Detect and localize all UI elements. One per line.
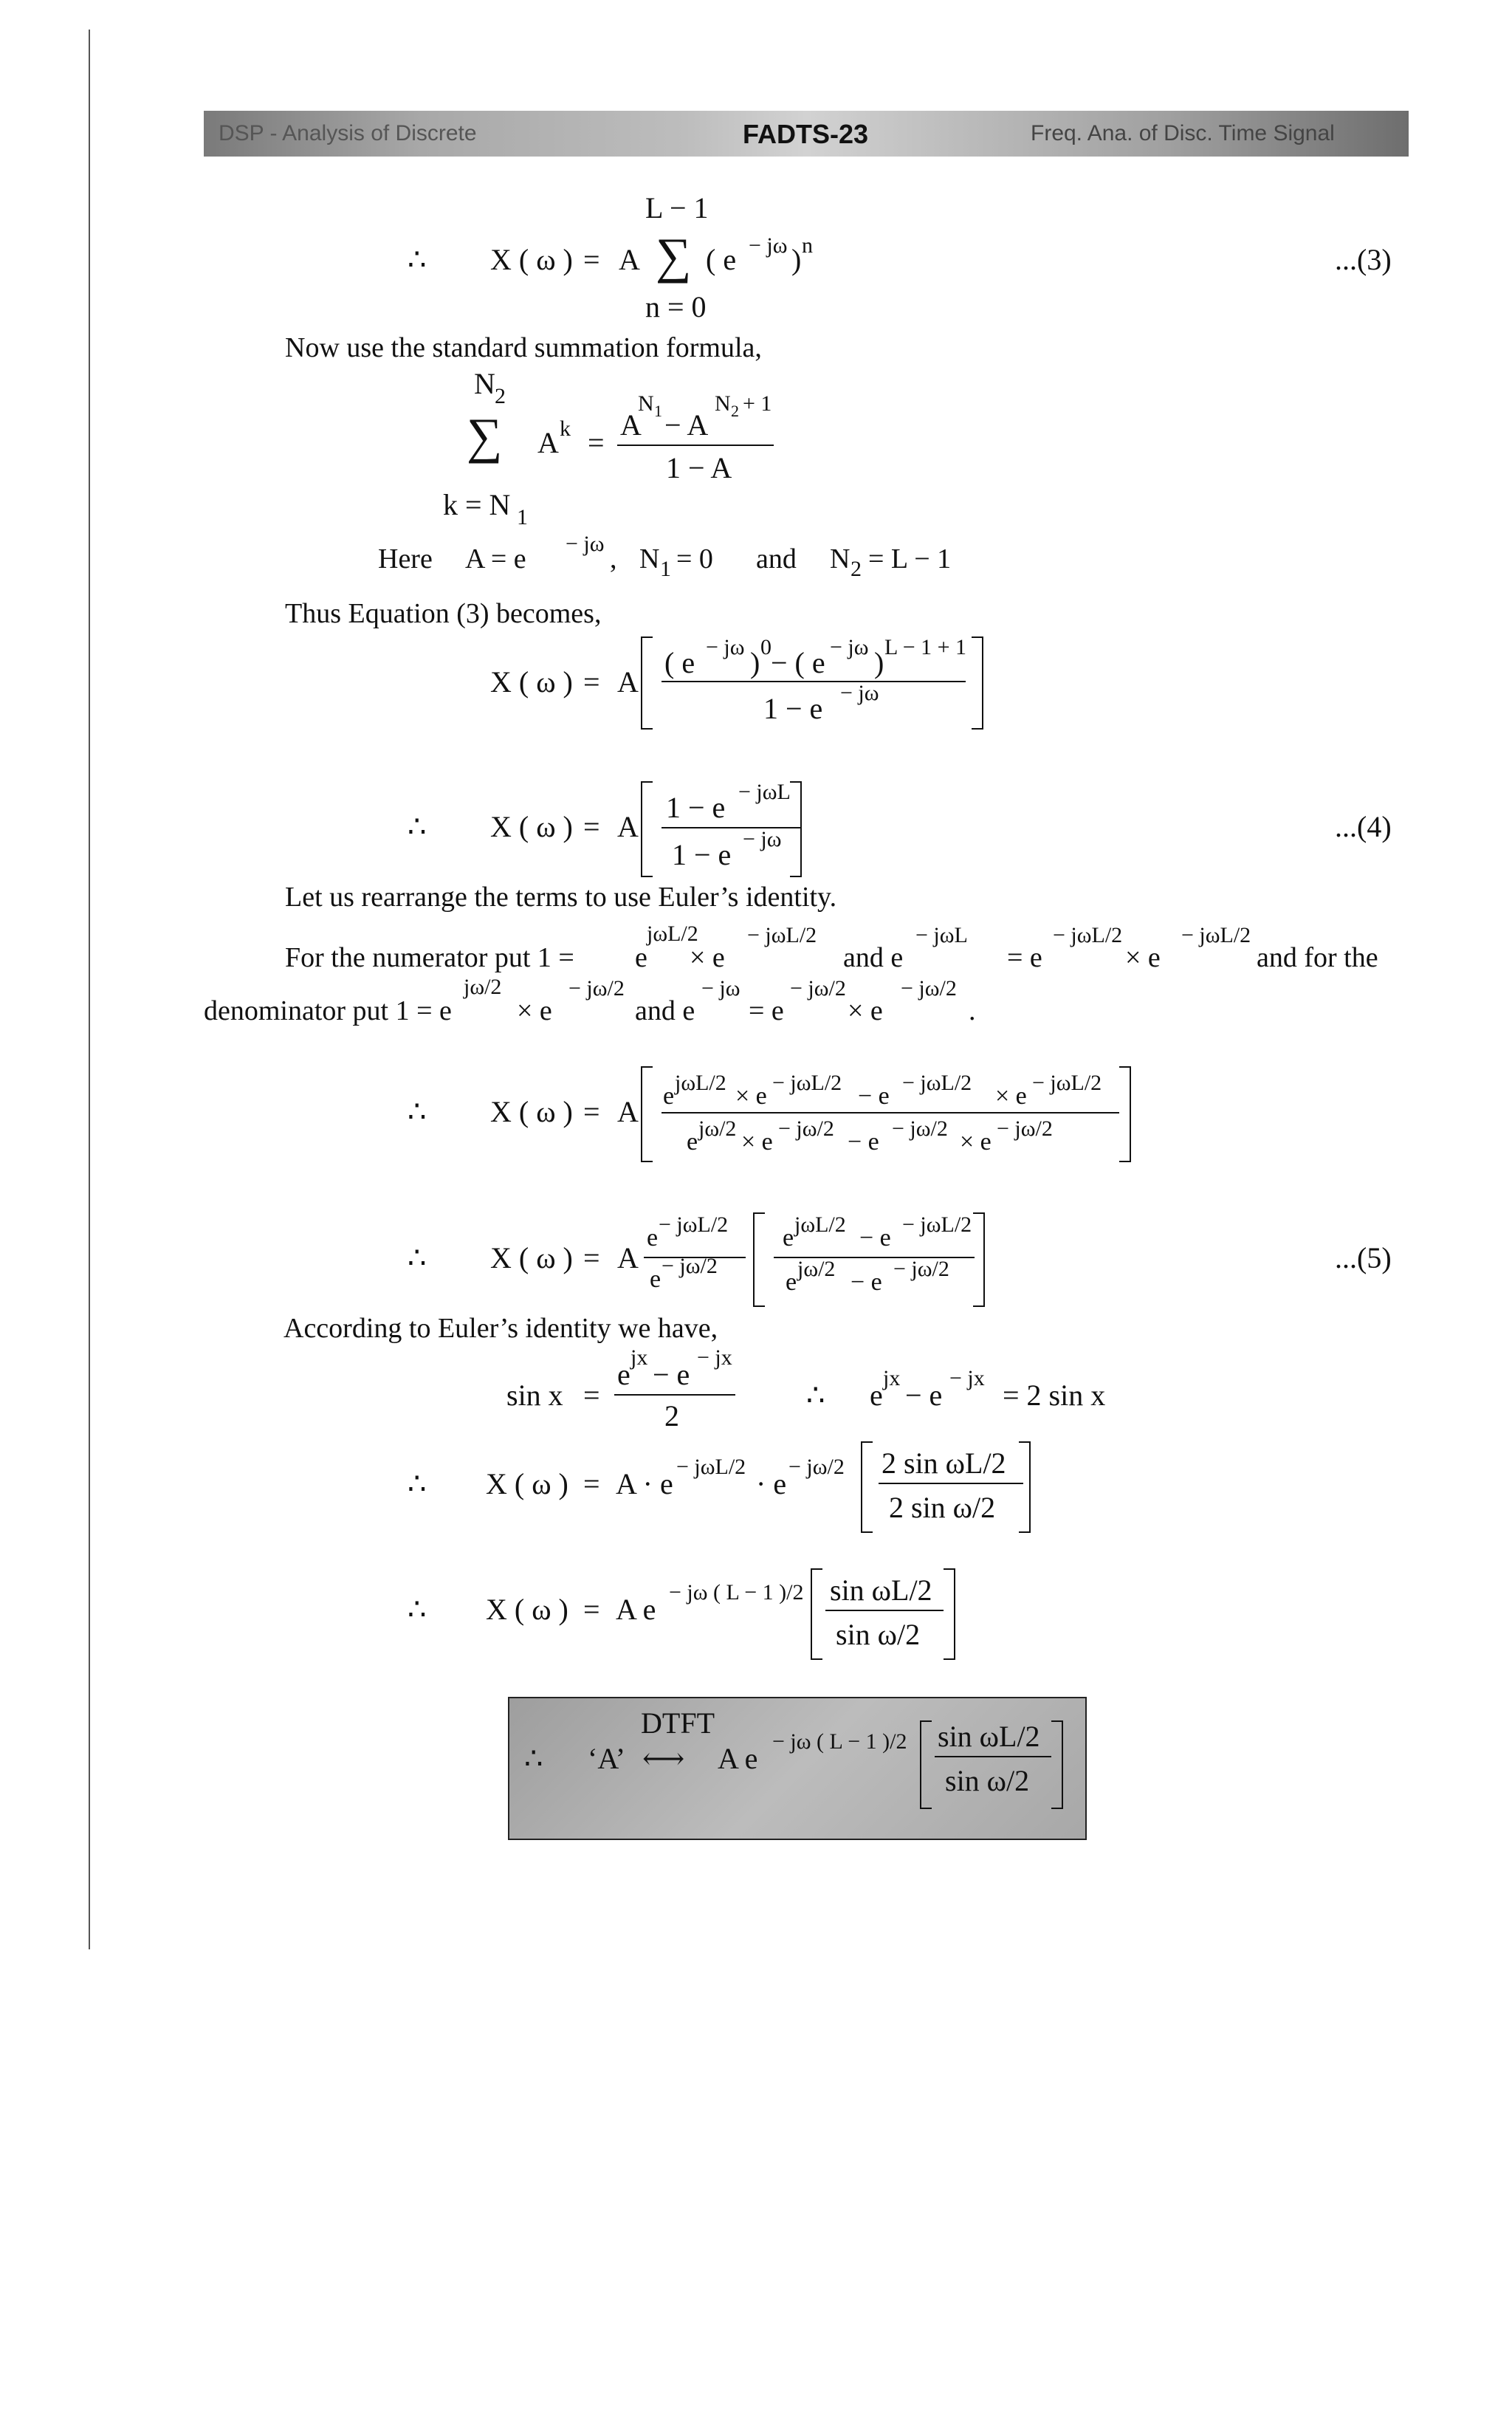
- eqd-right-bracket: [944, 1568, 955, 1660]
- eq4-den: 1 − e: [672, 838, 732, 871]
- eqa-num-3e: − jω: [830, 635, 869, 659]
- eqb-d1e: jω/2: [698, 1116, 737, 1141]
- text5-ce: − jω: [701, 976, 740, 1001]
- result-fraction-bar: [935, 1756, 1051, 1757]
- eqc-left-bracket: [861, 1441, 873, 1533]
- euler-equals: =: [583, 1379, 600, 1412]
- result-left-bracket: [920, 1720, 932, 1809]
- eqb-d3e: − jω/2: [892, 1116, 948, 1141]
- therefore-symbol: ∴: [524, 1742, 543, 1775]
- eqb-n3: − e: [858, 1082, 890, 1110]
- here-n1: N: [639, 543, 660, 574]
- euler-n2e: − jx: [697, 1345, 732, 1370]
- eq3-sigma: ∑: [656, 227, 692, 284]
- text-summation-intro: Now use the standard summation formula,: [285, 332, 762, 363]
- text5-ae: jω/2: [464, 975, 502, 999]
- text4-a: For the numerator put 1 =: [285, 942, 574, 973]
- eqc-b: · e: [756, 1467, 787, 1500]
- eqc-lhs: X ( ω ): [486, 1467, 568, 1500]
- result-a-exp: − jω ( L − 1 )/2: [772, 1729, 907, 1754]
- result-den: sin ω/2: [945, 1764, 1030, 1797]
- eq4-coef: A: [617, 810, 639, 843]
- eqb-lhs: X ( ω ): [490, 1095, 573, 1128]
- eqa-lhs: X ( ω ): [490, 665, 573, 699]
- euler-r3: = 2 sin x: [1003, 1379, 1106, 1412]
- eq5-equals: =: [583, 1241, 600, 1274]
- eq5-right-bracket: [973, 1212, 985, 1307]
- eq5-d2e: − jω/2: [893, 1257, 949, 1281]
- eqb-n2e: − jωL/2: [772, 1071, 842, 1095]
- result-quote: ‘A’: [588, 1742, 626, 1775]
- text4-ce: − jωL/2: [747, 923, 817, 947]
- sum-num-a: A: [620, 408, 642, 442]
- eqb-n4e: − jωL/2: [1032, 1071, 1102, 1095]
- text4-d: and e: [843, 942, 904, 973]
- eqb-d1: e: [687, 1128, 698, 1156]
- eq5-d2: − e: [850, 1269, 882, 1296]
- sum-num-minus: − A: [664, 408, 709, 442]
- euler-n1e: jx: [630, 1345, 648, 1370]
- text4-e: = e: [1007, 942, 1042, 973]
- text4-ee: − jωL/2: [1053, 923, 1123, 947]
- eq4-equals: =: [583, 810, 600, 843]
- eq4-num: 1 − e: [666, 791, 726, 824]
- sum-num-s1: 1: [654, 402, 662, 420]
- text4-c: × e: [690, 942, 725, 973]
- eqa-num-1: ( e: [664, 646, 695, 679]
- eqa-num-3: − ( e: [771, 646, 825, 679]
- eqb-right-bracket: [1119, 1066, 1131, 1162]
- here-comma: ,: [610, 543, 617, 574]
- eqd-lhs: X ( ω ): [486, 1593, 568, 1626]
- eq5-factor-num-e: − jωL/2: [659, 1212, 729, 1237]
- eq4-den-e: − jω: [743, 827, 782, 851]
- text5-de: − jω/2: [790, 976, 846, 1001]
- eqa-num-4: ): [874, 646, 884, 679]
- eqc-fraction-bar: [879, 1483, 1023, 1484]
- eqd-den: sin ω/2: [836, 1618, 921, 1651]
- eqb-left-bracket: [641, 1066, 653, 1162]
- header-right-text: Freq. Ana. of Disc. Time Signal: [1031, 121, 1335, 145]
- eq5-lhs: X ( ω ): [490, 1241, 573, 1274]
- euler-n2: − e: [653, 1358, 690, 1391]
- result-arrow: ⟷: [642, 1742, 685, 1775]
- eqd-a-exp: − jω ( L − 1 )/2: [669, 1580, 804, 1605]
- euler-r2e: − jx: [949, 1366, 985, 1390]
- eqb-n3e: − jωL/2: [902, 1071, 972, 1095]
- eq5-n2: − e: [859, 1224, 891, 1252]
- text5-f: .: [969, 995, 976, 1026]
- eqd-equals: =: [583, 1593, 600, 1626]
- eqa-coef: A: [617, 665, 639, 699]
- here-label: Here: [378, 543, 433, 574]
- euler-r1e: jx: [883, 1366, 901, 1390]
- eqb-n2: × e: [735, 1082, 767, 1110]
- sum-num-s2: 2: [731, 402, 739, 420]
- eq5-factor-num: e: [647, 1224, 659, 1252]
- eqb-equals: =: [583, 1095, 600, 1128]
- eq5-left-bracket: [753, 1212, 765, 1307]
- eqa-den-e: − jω: [840, 681, 879, 705]
- eqc-den: 2 sin ω/2: [889, 1491, 996, 1524]
- euler-r2: − e: [905, 1379, 943, 1412]
- eqc-a: A · e: [616, 1467, 673, 1500]
- eqa-num-2e: 0: [760, 635, 772, 659]
- sum-term: A: [537, 426, 559, 459]
- text-euler-intro: According to Euler’s identity we have,: [284, 1313, 718, 1344]
- eqc-b-exp: − jω/2: [788, 1455, 845, 1479]
- eq5-n1: e: [783, 1224, 794, 1252]
- text4-de: − jωL: [915, 923, 968, 947]
- eq5-coef: A: [617, 1241, 639, 1274]
- eq5-factor-den-e: − jω/2: [662, 1254, 718, 1278]
- sum-lower: k = N: [443, 488, 511, 521]
- eq5-n1e: jωL/2: [794, 1212, 846, 1237]
- eq5-tag: ...(5): [1335, 1241, 1392, 1274]
- eq5-d1e: jω/2: [797, 1257, 836, 1281]
- text5-d: = e: [749, 995, 784, 1026]
- margin-line: [89, 30, 90, 1949]
- therefore-symbol: ∴: [408, 1593, 427, 1626]
- here-n1-sub: 1: [660, 557, 671, 581]
- eqb-coef: A: [617, 1095, 639, 1128]
- eqa-num-4e: L − 1 + 1: [884, 635, 967, 659]
- text4-be: jωL/2: [647, 922, 698, 946]
- eqa-num-1e: − jω: [706, 635, 745, 659]
- eqd-num: sin ωL/2: [830, 1574, 932, 1607]
- eq3-equals: =: [583, 243, 600, 276]
- header-center-text: FADTS-23: [743, 119, 869, 149]
- eqb-d4: × e: [960, 1128, 992, 1156]
- euler-n1: e: [617, 1358, 630, 1391]
- eq3-lower-limit: n = 0: [645, 290, 707, 323]
- euler-r1: e: [870, 1379, 883, 1412]
- sum-denominator: 1 − A: [666, 451, 732, 484]
- eq5-d1: e: [786, 1269, 797, 1296]
- euler-lhs: sin x: [506, 1379, 563, 1412]
- euler-den: 2: [664, 1399, 679, 1432]
- eqb-d2: × e: [741, 1128, 773, 1156]
- sum-upper: N: [474, 367, 495, 400]
- sum-sigma: ∑: [467, 408, 503, 464]
- eqb-n1: e: [663, 1082, 675, 1110]
- text5-c: and e: [635, 995, 695, 1026]
- sum-num-e2: N: [715, 391, 731, 416]
- eq4-tag: ...(4): [1335, 810, 1392, 843]
- text5-a: denominator put 1 = e: [204, 995, 452, 1026]
- eqa-fraction-bar: [662, 681, 966, 682]
- eq3-upper-limit: L − 1: [645, 191, 709, 224]
- sum-term-exp: k: [560, 416, 571, 441]
- eq5-n2e: − jωL/2: [902, 1212, 972, 1237]
- eqc-num: 2 sin ωL/2: [882, 1447, 1006, 1480]
- eq3-pow: n: [802, 233, 813, 258]
- here-n2-val: = L − 1: [868, 543, 952, 574]
- eqc-equals: =: [583, 1467, 600, 1500]
- therefore-symbol: ∴: [408, 810, 427, 843]
- therefore-symbol: ∴: [408, 1467, 427, 1500]
- eqa-den: 1 − e: [763, 692, 823, 725]
- text5-b: × e: [517, 995, 552, 1026]
- eq4-left-bracket: [641, 781, 653, 877]
- sum-upper-sub: 2: [495, 384, 506, 408]
- here-n1-val: = 0: [676, 543, 713, 574]
- therefore-symbol: ∴: [408, 1095, 427, 1128]
- text4-b: e: [635, 942, 647, 973]
- eqd-left-bracket: [811, 1568, 822, 1660]
- euler-fraction-bar: [614, 1394, 735, 1396]
- eq3-close: ): [791, 243, 802, 276]
- text-equation-becomes: Thus Equation (3) becomes,: [285, 598, 602, 629]
- here-and: and: [756, 543, 797, 574]
- eqb-d4e: − jω/2: [997, 1116, 1053, 1141]
- text5-be: − jω/2: [568, 976, 625, 1001]
- result-right-bracket: [1051, 1720, 1063, 1809]
- sum-num-plus: + 1: [743, 391, 772, 416]
- text4-fe: − jωL/2: [1181, 923, 1251, 947]
- result-dtft-label: DTFT: [641, 1706, 715, 1740]
- sum-lower-sub: 1: [517, 505, 528, 529]
- header-left-text: DSP - Analysis of Discrete: [219, 121, 477, 145]
- therefore-symbol: ∴: [408, 1241, 427, 1274]
- eq3-coef: A: [619, 243, 640, 276]
- here-a: A = e: [465, 543, 526, 574]
- eq5-factor-den: e: [650, 1266, 662, 1293]
- eq4-lhs: X ( ω ): [490, 810, 573, 843]
- result-box: [508, 1697, 1087, 1840]
- here-n2: N: [830, 543, 850, 574]
- eqd-fraction-bar: [825, 1610, 944, 1611]
- therefore-symbol: ∴: [408, 243, 427, 276]
- text5-e: × e: [848, 995, 883, 1026]
- eqb-fraction-bar: [662, 1112, 1119, 1113]
- text5-ee: − jω/2: [901, 976, 957, 1001]
- eq3-lhs: X ( ω ): [490, 243, 573, 276]
- eqc-right-bracket: [1019, 1441, 1031, 1533]
- eqa-left-bracket: [641, 636, 653, 730]
- eqa-right-bracket: [972, 636, 983, 730]
- eqb-d3: − e: [848, 1128, 879, 1156]
- eq3-tag: ...(3): [1335, 243, 1392, 276]
- eqa-num-2: ): [750, 646, 760, 679]
- text4-g: and for the: [1257, 942, 1378, 973]
- eq4-num-e: − jωL: [738, 780, 791, 804]
- eq3-base: ( e: [706, 243, 737, 276]
- text4-f: × e: [1125, 942, 1161, 973]
- text-rearrange: Let us rearrange the terms to use Euler’s identity.: [285, 882, 837, 913]
- eqc-a-exp: − jωL/2: [676, 1455, 746, 1479]
- result-a: A e: [718, 1742, 758, 1775]
- sum-fraction-bar: [617, 445, 774, 446]
- sum-num-e1: N: [638, 391, 654, 416]
- here-n2-sub: 2: [850, 557, 862, 581]
- eqa-equals: =: [583, 665, 600, 699]
- sum-equals: =: [588, 426, 605, 459]
- therefore-symbol: ∴: [806, 1379, 825, 1412]
- eq3-exp: − jω: [749, 233, 788, 258]
- eq4-right-bracket: [790, 781, 802, 877]
- eqb-n1e: jωL/2: [675, 1071, 726, 1095]
- page-header: [204, 111, 1409, 157]
- eqd-a: A e: [616, 1593, 656, 1626]
- result-num: sin ωL/2: [938, 1720, 1040, 1753]
- eqb-d2e: − jω/2: [778, 1116, 834, 1141]
- eqb-n4: × e: [995, 1082, 1027, 1110]
- here-a-exp: − jω: [566, 532, 605, 556]
